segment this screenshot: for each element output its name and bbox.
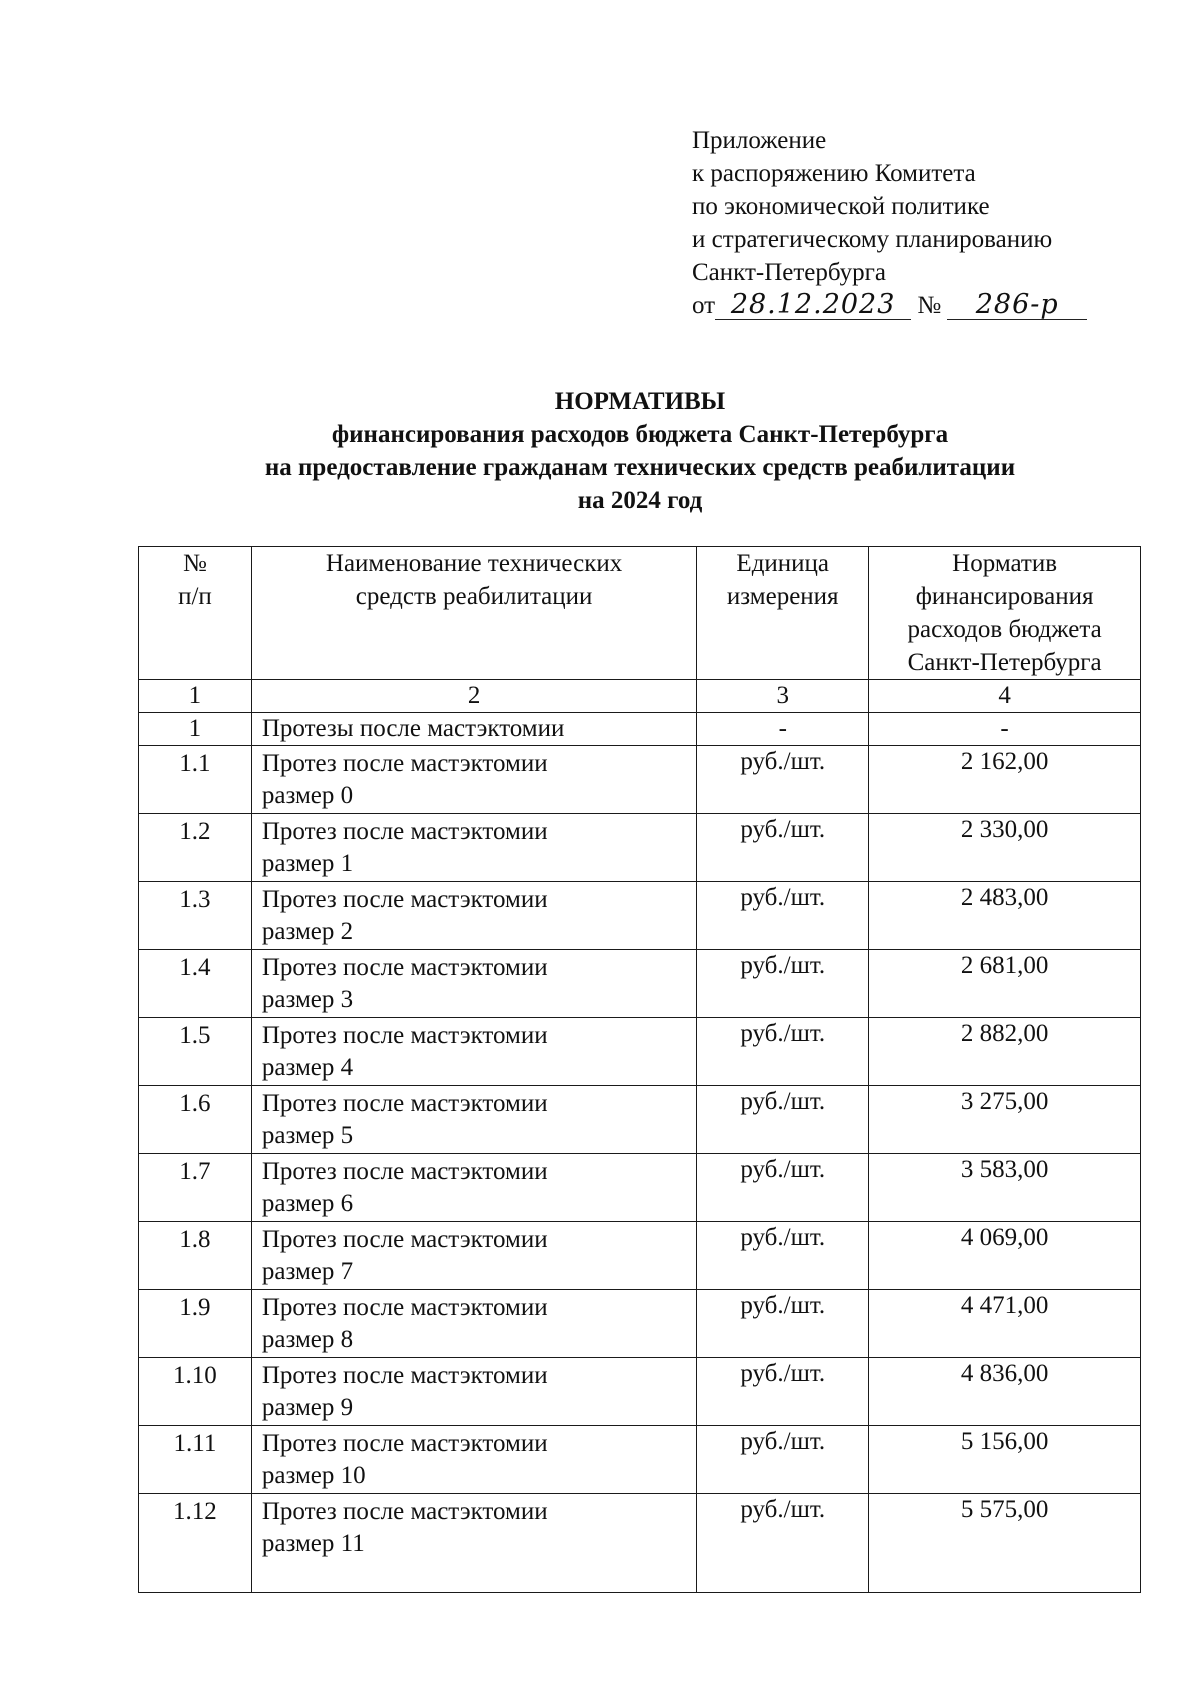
appendix-block xyxy=(692,124,1087,322)
table-row xyxy=(139,1358,1141,1426)
row-name: Протез после мастэктомии размер 11 xyxy=(251,1494,696,1593)
row-value: 3 275,00 xyxy=(869,1086,1141,1154)
row-num: 1.11 xyxy=(139,1426,252,1494)
section-name: Протезы после мастэктомии xyxy=(251,713,696,746)
row-name: Протез после мастэктомии размер 10 xyxy=(251,1426,696,1494)
appendix-line: к распоряжению Комитета xyxy=(692,160,976,187)
row-num: 1.6 xyxy=(139,1086,252,1154)
column-index: 2 xyxy=(251,680,696,713)
table-row xyxy=(139,1494,1141,1593)
row-value: 2 162,00 xyxy=(869,746,1141,814)
row-name: Протез после мастэктомии размер 8 xyxy=(251,1290,696,1358)
appendix-line: Приложение xyxy=(692,127,827,154)
row-unit: руб./шт. xyxy=(697,746,869,814)
table-header-row xyxy=(139,547,1141,680)
row-name: Протез после мастэктомии размер 5 xyxy=(251,1086,696,1154)
row-num: 1.5 xyxy=(139,1018,252,1086)
row-num: 1.10 xyxy=(139,1358,252,1426)
row-unit: руб./шт. xyxy=(697,1086,869,1154)
row-unit: руб./шт. xyxy=(697,1154,869,1222)
title-line: на предоставление гражданам технических средств реабилитации xyxy=(264,454,1016,481)
table-row xyxy=(139,814,1141,882)
table-body xyxy=(139,680,1141,1593)
column-index: 4 xyxy=(869,680,1141,713)
section-row xyxy=(139,713,1141,746)
row-unit: руб./шт. xyxy=(697,882,869,950)
row-value: 2 483,00 xyxy=(869,882,1141,950)
row-value: 4 471,00 xyxy=(869,1290,1141,1358)
document-title xyxy=(100,385,1180,517)
row-num: 1.4 xyxy=(139,950,252,1018)
table-row xyxy=(139,1086,1141,1154)
row-unit: руб./шт. xyxy=(697,1426,869,1494)
row-unit: руб./шт. xyxy=(697,1222,869,1290)
section-value: - xyxy=(869,713,1141,746)
row-num: 1.8 xyxy=(139,1222,252,1290)
title-line: на 2024 год xyxy=(577,487,703,514)
table-row xyxy=(139,1426,1141,1494)
row-value: 4 069,00 xyxy=(869,1222,1141,1290)
row-value: 5 156,00 xyxy=(869,1426,1141,1494)
row-value: 2 882,00 xyxy=(869,1018,1141,1086)
row-name: Протез после мастэктомии размер 7 xyxy=(251,1222,696,1290)
row-value: 2 681,00 xyxy=(869,950,1141,1018)
row-name: Протез после мастэктомии размер 9 xyxy=(251,1358,696,1426)
row-name: Протез после мастэктомии размер 1 xyxy=(251,814,696,882)
appendix-line: по экономической политике xyxy=(692,193,990,220)
row-num: 1.3 xyxy=(139,882,252,950)
header-name: Наименование технических средств реабилитации xyxy=(251,547,696,680)
table-row xyxy=(139,1290,1141,1358)
column-index: 3 xyxy=(697,680,869,713)
row-unit: руб./шт. xyxy=(697,950,869,1018)
table-row xyxy=(139,882,1141,950)
table-row xyxy=(139,950,1141,1018)
row-num: 1.1 xyxy=(139,746,252,814)
table-row xyxy=(139,1018,1141,1086)
row-unit: руб./шт. xyxy=(697,814,869,882)
row-name: Протез после мастэктомии размер 0 xyxy=(251,746,696,814)
row-name: Протез после мастэктомии размер 4 xyxy=(251,1018,696,1086)
row-unit: руб./шт. xyxy=(697,1290,869,1358)
row-value: 3 583,00 xyxy=(869,1154,1141,1222)
date-prefix: от xyxy=(692,292,716,319)
row-name: Протез после мастэктомии размер 3 xyxy=(251,950,696,1018)
handwritten-date: 28.12.2023 xyxy=(715,291,911,320)
section-num: 1 xyxy=(139,713,252,746)
number-prefix: № xyxy=(917,292,942,319)
row-name: Протез после мастэктомии размер 2 xyxy=(251,882,696,950)
row-num: 1.12 xyxy=(139,1494,252,1593)
column-index: 1 xyxy=(139,680,252,713)
row-unit: руб./шт. xyxy=(697,1018,869,1086)
row-unit: руб./шт. xyxy=(697,1358,869,1426)
header-value: Норматив финансирования расходов бюджета Санкт-Петербурга xyxy=(869,547,1141,680)
row-num: 1.7 xyxy=(139,1154,252,1222)
title-line: финансирования расходов бюджета Санкт-Петербурга xyxy=(331,421,949,448)
row-unit: руб./шт. xyxy=(697,1494,869,1593)
section-unit: - xyxy=(697,713,869,746)
row-value: 4 836,00 xyxy=(869,1358,1141,1426)
date-number-line xyxy=(692,289,1087,322)
title-heading: НОРМАТИВЫ xyxy=(554,388,726,415)
row-num: 1.2 xyxy=(139,814,252,882)
header-unit: Единица измерения xyxy=(697,547,869,680)
norms-table xyxy=(138,546,1141,1593)
appendix-line: и стратегическому планированию xyxy=(692,226,1053,253)
handwritten-number: 286-р xyxy=(947,291,1087,320)
table-row xyxy=(139,1154,1141,1222)
header-num: № п/п xyxy=(139,547,252,680)
table-row xyxy=(139,1222,1141,1290)
column-index-row xyxy=(139,680,1141,713)
row-name: Протез после мастэктомии размер 6 xyxy=(251,1154,696,1222)
table-row xyxy=(139,746,1141,814)
row-value: 5 575,00 xyxy=(869,1494,1141,1593)
row-value: 2 330,00 xyxy=(869,814,1141,882)
row-num: 1.9 xyxy=(139,1290,252,1358)
appendix-line: Санкт-Петербурга xyxy=(692,259,887,286)
